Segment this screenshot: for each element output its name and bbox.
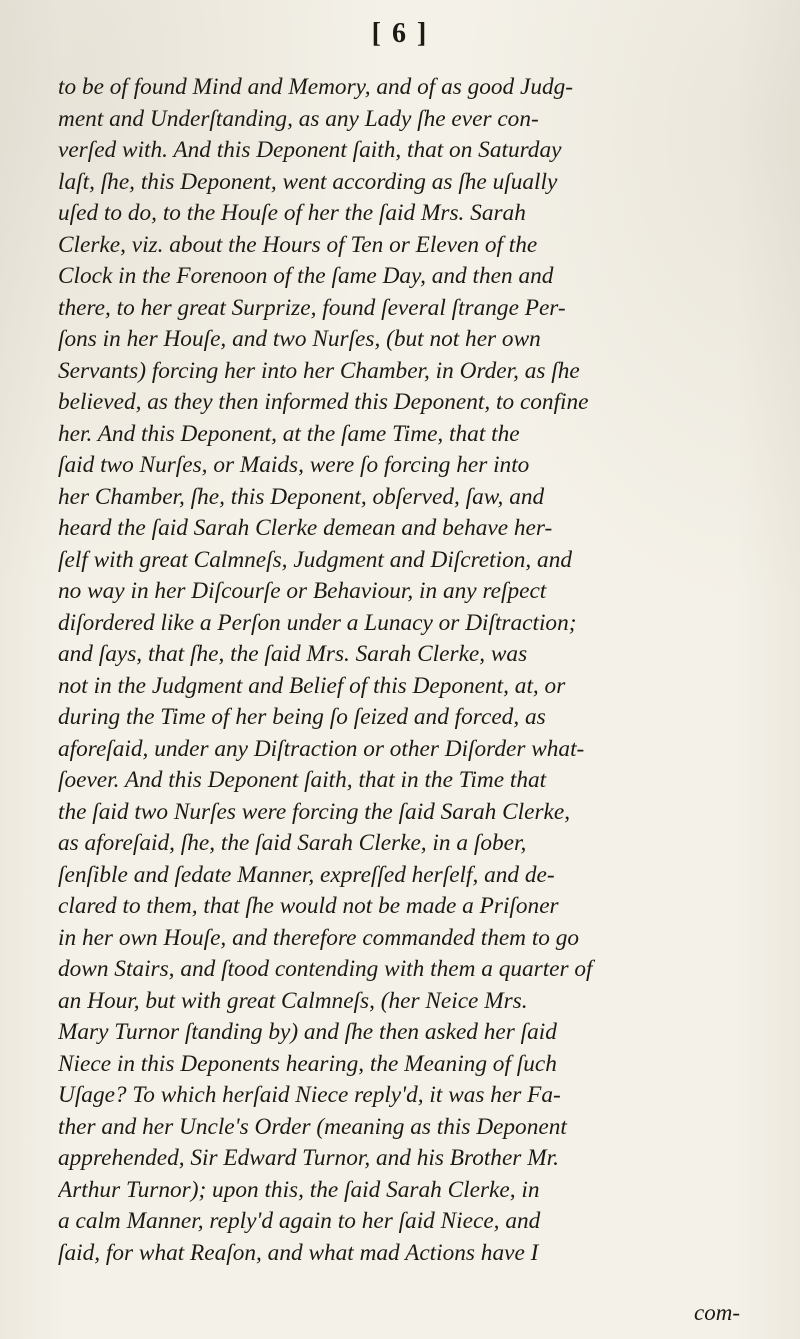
text-line: clared to them, that ſhe would not be made a Priſoner bbox=[58, 893, 559, 919]
text-line: down Stairs, and ſtood contending with them a quarter of bbox=[58, 956, 593, 982]
text-line: an Hour, but with great Calmneſs, (her Neice Mrs. bbox=[58, 987, 528, 1014]
text-line: the ſaid two Nurſes were forcing the ſaid Sarah Clerke, bbox=[58, 798, 571, 825]
text-line: to be of found Mind and Memory, and of as good Judg- bbox=[58, 74, 574, 100]
text-line: in her own Houſe, and therefore commanded them to go bbox=[58, 924, 580, 951]
text-line: ment and Underſtanding, as any Lady ſhe ever con- bbox=[58, 105, 539, 132]
text-line: Uſage? To which herſaid Niece reply'd, it was her Fa- bbox=[58, 1082, 561, 1108]
text-line: a calm Manner, reply'd again to her ſaid Niece, and bbox=[58, 1208, 541, 1234]
text-line: ſelf with great Calmneſs, Judgment and Diſcretion, and bbox=[58, 546, 572, 573]
text-line: apprehended, Sir Edward Turnor, and his Brother Mr. bbox=[58, 1145, 559, 1171]
text-line: not in the Judgment and Belief of this Deponent, at, or bbox=[58, 672, 566, 699]
text-line: aforeſaid, under any Diſtraction or other Diſorder what- bbox=[58, 735, 585, 762]
text-line: there, to her great Surprize, found ſeveral ſtrange Per- bbox=[58, 294, 566, 321]
text-line: ſons in her Houſe, and two Nurſes, (but not her own bbox=[58, 326, 541, 352]
text-line: Clerke, viz. about the Hours of Ten or Eleven of the bbox=[58, 231, 538, 258]
text-line: during the Time of her being ſo ſeized and forced, as bbox=[58, 704, 546, 730]
text-line: laſt, ſhe, this Deponent, went according as ſhe uſually bbox=[58, 168, 558, 195]
text-line: uſed to do, to the Houſe of her the ſaid Mrs. Sarah bbox=[58, 200, 526, 226]
text-line: Niece in this Deponents hearing, the Meaning of ſuch bbox=[58, 1050, 557, 1077]
text-line: her Chamber, ſhe, this Deponent, obſerved, ſaw, and bbox=[58, 483, 545, 510]
deposition-text bbox=[58, 72, 770, 1269]
text-line: Arthur Turnor); upon this, the ſaid Sarah Clerke, in bbox=[58, 1176, 540, 1203]
text-line: diſordered like a Perſon under a Lunacy or Diſtraction; bbox=[58, 609, 577, 636]
text-line: ſoever. And this Deponent ſaith, that in the Time that bbox=[58, 767, 547, 793]
text-line: heard the ſaid Sarah Clerke demean and behave her- bbox=[58, 515, 553, 541]
text-line: as aforeſaid, ſhe, the ſaid Sarah Clerke, in a ſober, bbox=[58, 830, 527, 856]
text-line: and ſays, that ſhe, the ſaid Mrs. Sarah Clerke, was bbox=[58, 641, 528, 667]
text-line: verſed with. And this Deponent ſaith, that on Saturday bbox=[58, 137, 562, 163]
text-line: ſenſible and ſedate Manner, expreſſed herſelf, and de- bbox=[58, 861, 555, 888]
text-line: ther and her Uncle's Order (meaning as this Deponent bbox=[58, 1113, 567, 1140]
text-line: Servants) forcing her into her Chamber, in Order, as ſhe bbox=[58, 357, 580, 384]
text-line: believed, as they then informed this Deponent, to confine bbox=[58, 389, 589, 415]
text-line: no way in her Diſcourſe or Behaviour, in any reſpect bbox=[58, 578, 547, 604]
text-line: Clock in the Forenoon of the ſame Day, and then and bbox=[58, 263, 554, 289]
text-line: Mary Turnor ſtanding by) and ſhe then asked her ſaid bbox=[58, 1019, 557, 1045]
text-line: ſaid two Nurſes, or Maids, were ſo forcing her into bbox=[58, 452, 530, 478]
catchword: com- bbox=[694, 1300, 740, 1325]
text-line: her. And this Deponent, at the ſame Time, that the bbox=[58, 420, 520, 447]
page-number: [ 6 ] bbox=[371, 18, 429, 49]
text-line: ſaid, for what Reaſon, and what mad Actions have I bbox=[58, 1239, 539, 1266]
